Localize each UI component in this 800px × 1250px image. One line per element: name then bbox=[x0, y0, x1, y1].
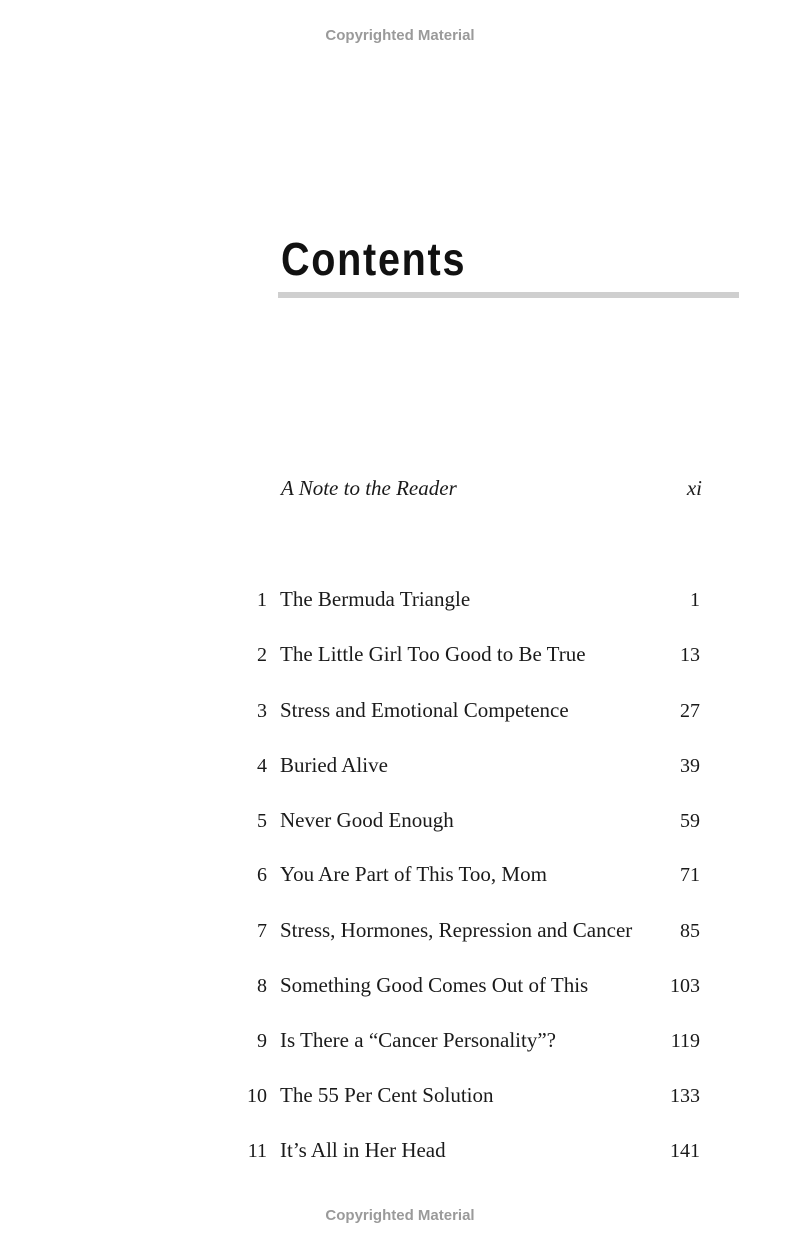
chapter-number: 11 bbox=[247, 1140, 267, 1162]
page-title: Contents bbox=[281, 233, 467, 285]
chapter-number: 3 bbox=[257, 700, 267, 722]
copyright-watermark-top: Copyrighted Material bbox=[325, 27, 475, 44]
chapter-number: 7 bbox=[257, 920, 267, 942]
toc-entry[interactable] bbox=[0, 862, 800, 892]
toc-entry[interactable] bbox=[0, 753, 800, 783]
chapter-number: 8 bbox=[257, 975, 267, 997]
chapter-page: 103 bbox=[670, 975, 700, 997]
chapter-title: Something Good Comes Out of This bbox=[280, 973, 589, 997]
chapter-title: Buried Alive bbox=[280, 753, 388, 777]
chapter-page: 133 bbox=[670, 1085, 700, 1107]
toc-entry[interactable] bbox=[0, 587, 800, 617]
chapter-title: The Bermuda Triangle bbox=[280, 587, 471, 611]
chapter-page: 119 bbox=[670, 1030, 700, 1052]
chapter-page: 71 bbox=[680, 864, 700, 886]
copyright-watermark-bottom: Copyrighted Material bbox=[325, 1207, 475, 1224]
chapter-number: 2 bbox=[257, 644, 267, 666]
chapter-number: 6 bbox=[257, 864, 267, 886]
toc-entry[interactable] bbox=[0, 918, 800, 948]
chapter-page: 59 bbox=[680, 810, 700, 832]
chapter-number: 1 bbox=[257, 589, 267, 611]
chapter-title: Is There a “Cancer Personality”? bbox=[280, 1028, 556, 1052]
chapter-title: Stress and Emotional Competence bbox=[280, 698, 569, 722]
chapter-title: Stress, Hormones, Repression and Cancer bbox=[280, 918, 633, 942]
toc-entry[interactable] bbox=[0, 973, 800, 1003]
title-underline bbox=[278, 292, 739, 298]
chapter-page: 13 bbox=[680, 644, 700, 666]
chapter-title: It’s All in Her Head bbox=[280, 1138, 446, 1162]
note-to-reader-page: xi bbox=[686, 476, 702, 500]
chapter-number: 4 bbox=[257, 755, 267, 777]
note-to-reader-title[interactable]: A Note to the Reader bbox=[281, 476, 457, 500]
chapter-number: 10 bbox=[247, 1085, 267, 1107]
toc-entry[interactable] bbox=[0, 642, 800, 672]
chapter-title: The 55 Per Cent Solution bbox=[280, 1083, 494, 1107]
chapter-title: You Are Part of This Too, Mom bbox=[280, 862, 547, 886]
chapter-title: The Little Girl Too Good to Be True bbox=[280, 642, 586, 666]
chapter-page: 39 bbox=[680, 755, 700, 777]
chapter-number: 9 bbox=[257, 1030, 267, 1052]
toc-entry[interactable] bbox=[0, 1138, 800, 1168]
toc-entry[interactable] bbox=[0, 1083, 800, 1113]
toc-entry[interactable] bbox=[0, 1028, 800, 1058]
chapter-page: 1 bbox=[690, 589, 700, 611]
chapter-page: 27 bbox=[680, 700, 700, 722]
toc-entry[interactable] bbox=[0, 808, 800, 838]
chapter-number: 5 bbox=[257, 810, 267, 832]
chapter-title: Never Good Enough bbox=[280, 808, 454, 832]
chapter-page: 141 bbox=[670, 1140, 700, 1162]
chapter-page: 85 bbox=[680, 920, 700, 942]
toc-entry[interactable] bbox=[0, 698, 800, 728]
